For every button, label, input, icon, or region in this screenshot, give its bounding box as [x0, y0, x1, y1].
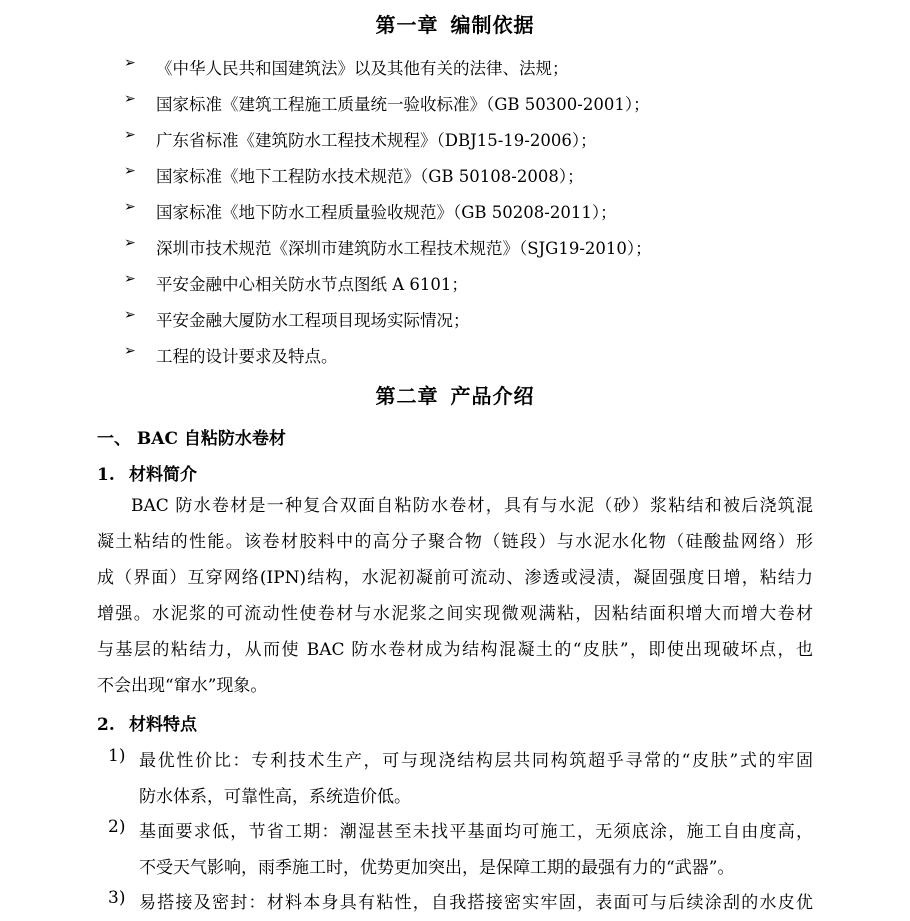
arrow-bullet-icon: ➢ — [124, 199, 136, 215]
chapter-2-heading — [0, 380, 910, 409]
reference-text: 国家标准《地下工程防水技术规范》（GB 50108-2008）； — [156, 167, 584, 186]
subsection-heading-intro — [97, 460, 197, 485]
reference-text: 国家标准《建筑工程施工质量统一验收标准》（GB 50300-2001）； — [156, 95, 650, 114]
chapter-1-title: 编制依据 — [450, 13, 535, 37]
feature-text-line: 防水体系，可靠性高，系统造价低。 — [139, 787, 411, 807]
paragraph-line: BAC 防水卷材是一种复合双面自粘防水卷材，具有与水泥（砂）浆粘结和被后浇筑混 — [131, 496, 813, 516]
chapter-1-heading — [0, 9, 910, 38]
subsection-title: 材料特点 — [129, 715, 197, 735]
chapter-2-number: 第二章 — [375, 384, 439, 408]
reference-text: 深圳市技术规范《深圳市建筑防水工程技术规范》（SJG19-2010）； — [156, 239, 652, 258]
reference-text: 平安金融大厦防水工程项目现场实际情况； — [156, 311, 470, 330]
feature-text-line: 最优性价比：专利技术生产，可与现浇结构层共同构筑超乎寻常的“皮肤”式的牢固 — [139, 751, 813, 771]
feature-number: 1) — [108, 746, 126, 766]
reference-text: 广东省标准《建筑防水工程技术规程》（DBJ15-19-2006）； — [156, 131, 597, 150]
feature-text-line: 基面要求低，节省工期：潮湿甚至未找平基面均可施工，无须底涂，施工自由度高， — [139, 822, 813, 842]
subsection-heading-features — [97, 710, 197, 735]
chapter-2-title: 产品介绍 — [450, 384, 535, 408]
subsection-title: 材料简介 — [129, 465, 197, 485]
paragraph-line: 不会出现“窜水”现象。 — [97, 676, 268, 696]
feature-number: 2) — [108, 817, 126, 837]
paragraph-line: 成（界面）互穿网络(IPN)结构，水泥初凝前可流动、渗透或浸渍，凝固强度日增，粘结力 — [97, 568, 813, 588]
chapter-1-number: 第一章 — [375, 13, 439, 37]
feature-text-line: 不受天气影响，雨季施工时，优势更加突出，是保障工期的最强有力的“武器”。 — [139, 858, 735, 878]
feature-number: 3) — [108, 888, 126, 908]
reference-text: 国家标准《地下防水工程质量验收规范》（GB 50208-2011）； — [156, 203, 617, 222]
arrow-bullet-icon: ➢ — [124, 235, 136, 251]
paragraph-line: 增强。水泥浆的可流动性使卷材与水泥浆之间实现微观满粘，因粘结面积增大而增大卷材 — [97, 604, 813, 624]
arrow-bullet-icon: ➢ — [124, 163, 136, 179]
arrow-bullet-icon: ➢ — [124, 55, 136, 71]
section-heading: 一、 BAC 自粘防水卷材 — [97, 429, 286, 449]
reference-text: 平安金融中心相关防水节点图纸 A 6101； — [156, 275, 468, 294]
reference-text: 《中华人民共和国建筑法》以及其他有关的法律、法规； — [156, 59, 569, 78]
feature-text-line: 易搭接及密封：材料本身具有粘性，自我搭接密实牢固，表面可与后续涂刮的水皮优 — [139, 893, 813, 913]
subsection-number: 2. — [97, 715, 115, 735]
intro-paragraph — [97, 488, 813, 704]
arrow-bullet-icon: ➢ — [124, 307, 136, 323]
subsection-number: 1. — [97, 465, 115, 485]
arrow-bullet-icon: ➢ — [124, 91, 136, 107]
arrow-bullet-icon: ➢ — [124, 343, 136, 359]
reference-text: 工程的设计要求及特点。 — [156, 347, 338, 366]
arrow-bullet-icon: ➢ — [124, 271, 136, 287]
arrow-bullet-icon: ➢ — [124, 127, 136, 143]
paragraph-line: 与基层的粘结力，从而使 BAC 防水卷材成为结构混凝土的“皮肤”，即使出现破坏点，也 — [97, 640, 813, 660]
paragraph-line: 凝土粘结的性能。该卷材胶料中的高分子聚合物（链段）与水泥水化物（硅酸盐网络）形 — [97, 532, 813, 552]
